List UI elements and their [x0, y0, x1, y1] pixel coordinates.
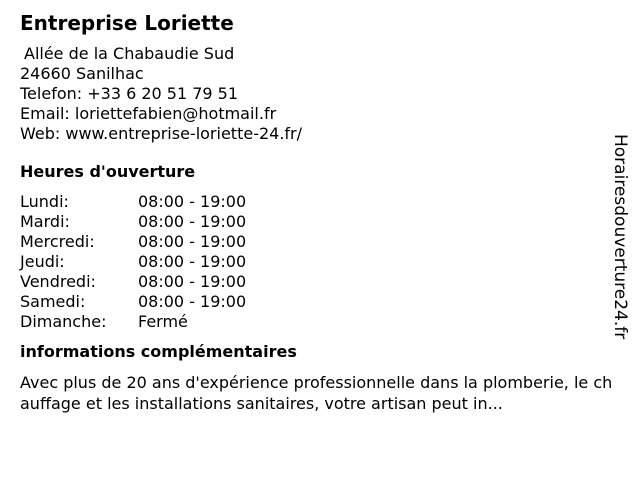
hours-row-samedi [20, 292, 610, 312]
hours-time-mardi: 08:00 - 19:00 [138, 212, 247, 231]
hours-time-samedi: 08:00 - 19:00 [138, 292, 247, 311]
business-card [20, 10, 613, 470]
hours-time-mercredi: 08:00 - 19:00 [138, 232, 247, 251]
phone-line: Telefon: +33 6 20 51 79 51 [20, 84, 239, 103]
email-line: Email: loriettefabien@hotmail.fr [20, 104, 277, 123]
hours-time-lundi: 08:00 - 19:00 [138, 192, 247, 211]
hours-day-vendredi: Vendredi: [20, 272, 96, 291]
hours-day-jeudi: Jeudi: [20, 252, 65, 271]
hours-row-lundi [20, 192, 610, 212]
address-line-2: 24660 Sanilhac [20, 64, 144, 83]
web-line: Web: www.entreprise-loriette-24.fr/ [20, 124, 303, 143]
hours-day-dimanche: Dimanche: [20, 312, 107, 331]
hours-day-samedi: Samedi: [20, 292, 86, 311]
hours-time-dimanche: Fermé [138, 312, 188, 331]
address-line-1: Allée de la Chabaudie Sud [24, 44, 235, 63]
hours-row-vendredi [20, 272, 610, 292]
hours-row-dimanche [20, 312, 610, 332]
hours-time-vendredi: 08:00 - 19:00 [138, 272, 247, 291]
hours-time-jeudi: 08:00 - 19:00 [138, 252, 247, 271]
hours-day-lundi: Lundi: [20, 192, 69, 211]
hours-day-mardi: Mardi: [20, 212, 70, 231]
info-text: Avec plus de 20 ans d'expérience professionnelle dans la plomberie, le chauffage et les installations sanitaires, votre artisan peut in... [20, 373, 613, 413]
business-title: Entreprise Loriette [20, 11, 234, 35]
hours-row-jeudi [20, 252, 610, 272]
info-heading: informations complémentaires [20, 342, 297, 361]
hours-row-mardi [20, 212, 610, 232]
hours-heading: Heures d'ouverture [20, 162, 196, 181]
hours-list [20, 192, 610, 332]
hours-row-mercredi [20, 232, 610, 252]
site-brand-label: Horairesdouverture24.fr [610, 134, 630, 340]
hours-day-mercredi: Mercredi: [20, 232, 95, 251]
